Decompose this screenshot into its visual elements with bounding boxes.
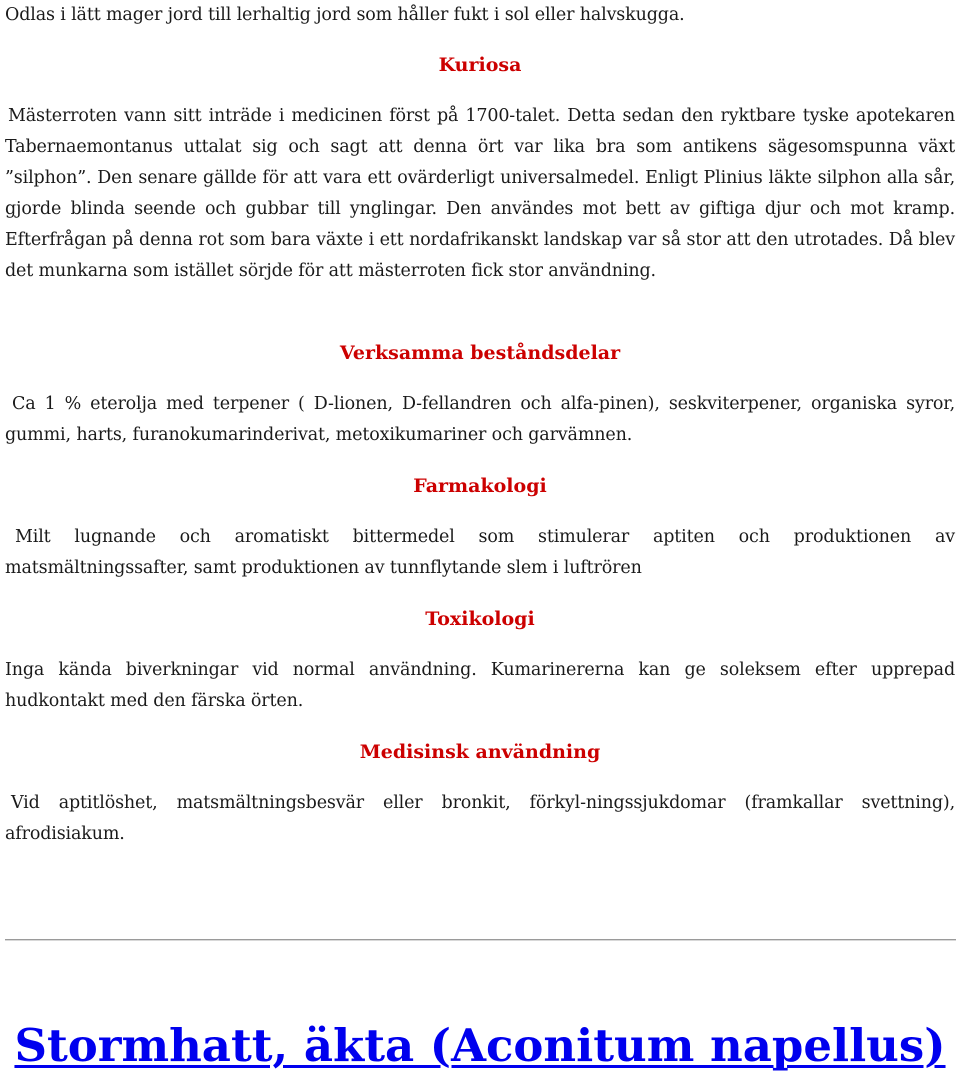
medisinsk-text: Vid aptitlöshet, matsmältningsbesvär eller bronkit, förkyl-ningssjukdomar (framkallar svettning), afrodisiakum.	[5, 793, 955, 844]
farmakologi-heading: Farmakologi	[413, 475, 547, 497]
kuriosa-heading: Kuriosa	[438, 54, 522, 76]
cultivation-text: Odlas i lätt mager jord till lerhaltig jord som håller fukt i sol eller halvskugga.	[5, 5, 685, 25]
farmakologi-text: Milt lugnande och aromatiskt bittermedel som stimulerar aptiten och produktionen av matsmältningssafter, samt produktionen av tunnflytande slem i luftrören	[5, 527, 955, 578]
verksamma-text: Ca 1 % eterolja med terpener ( D-lionen, D-fellandren och alfa-pinen), seskviterpener, organiska syror, gummi, harts, furanokumarinderivat, metoxikumariner och garvämnen.	[5, 394, 955, 445]
verksamma-heading: Verksamma beståndsdelar	[339, 342, 621, 364]
horizontal-divider	[5, 939, 956, 941]
toxikologi-text: Inga kända biverkningar vid normal användning. Kumarinererna kan ge soleksem efter upprepad hudkontakt med den färska örten.	[5, 660, 955, 711]
next-article-link[interactable]: Stormhatt, äkta (Aconitum napellus)	[14, 1019, 946, 1072]
toxikologi-heading: Toxikologi	[425, 608, 535, 630]
kuriosa-text: Mästerroten vann sitt inträde i medicinen först på 1700-talet. Detta sedan den ryktbare tyske apotekaren Tabernaemontanus uttalat sig och sagt att denna ört var lika bra som antikens sägesomspunna växt ”silphon”. Den senare gällde för att vara ett ovärderligt universalmedel. Enligt Plinius läkte silphon alla sår, gjorde blinda seende och gubbar till ynglingar. Den användes mot bett av giftiga djur och mot kramp. Efterfrågan på denna rot som bara växte i ett nordafrikanskt landskap var så stor att den utrotades. Då blev det munkarna som istället sörjde för att mästerroten fick stor användning.	[5, 106, 955, 281]
medisinsk-heading: Medisinsk användning	[359, 741, 601, 763]
